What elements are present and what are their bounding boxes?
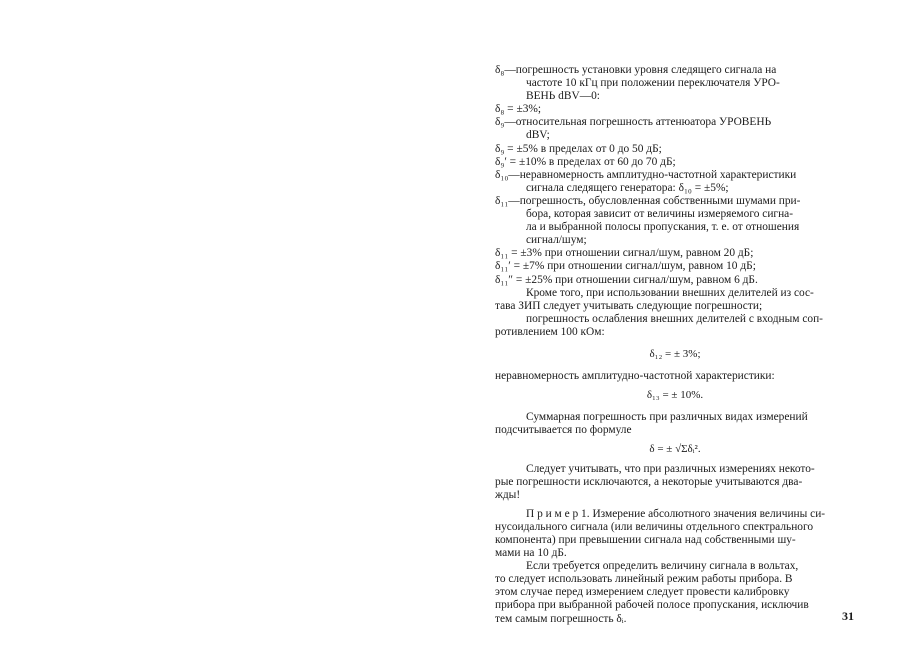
text-line: ВЕНЬ dBV—0: — [526, 90, 600, 103]
text-line: δ₁₁′ = ±7% при отношении сигнал/шум, равном 10 дБ; — [495, 260, 756, 273]
text-line: мами на 10 дБ. — [495, 547, 567, 560]
text-line: этом случае перед измерением следует провести калибровку — [495, 586, 790, 599]
text-line: компонента) при превышении сигнала над собственными шу- — [495, 534, 796, 546]
text-line: тава ЗИП следует учитывать следующие погрешности; — [495, 299, 763, 312]
text-line: бора, которая зависит от величины измеряемого сигна- — [526, 208, 794, 221]
text-line: δ₁₁″ = ±25% при отношении сигнал/шум, равном 6 дБ. — [495, 273, 758, 286]
text-line: нусоидального сигнала (или величины отдельного спектрального — [495, 520, 814, 533]
text-line: δ₁₀—неравномерность амплитудно-частотной характеристики — [495, 168, 797, 181]
text-line: рые погрешности исключаются, а некоторые учитываются два- — [495, 475, 803, 488]
text-line: ротивлением 100 кОм: — [495, 325, 605, 338]
text-line: тем самым погрешность δᵢ. — [495, 612, 627, 625]
text-line: сигнал/шум; — [526, 234, 587, 247]
equation: δ₁₂ = ± 3%; — [649, 347, 701, 360]
equation: δ = ± √Σδᵢ². — [649, 443, 701, 456]
text-line: Суммарная погрешность при различных видах измерений — [526, 411, 808, 424]
text-line: жды! — [495, 488, 521, 501]
text-line: то следует использовать линейный режим работы прибора. В — [495, 573, 793, 586]
text-line: Если требуется определить величину сигнала в вольтах, — [526, 560, 799, 573]
text-line: δ₈ = ±3%; — [495, 103, 542, 116]
text-line: δ₉—относительная погрешность аттенюатора УРОВЕНЬ — [495, 116, 772, 129]
equation: δ₁₃ = ± 10%. — [646, 389, 704, 402]
text-line: погрешность ослабления внешних делителей с входным соп- — [526, 312, 823, 325]
text-line: δ₁₁—погрешность, обусловленная собственными шумами при- — [495, 194, 801, 207]
text-line: подсчитывается по формуле — [495, 424, 632, 437]
text-line: δ₈—погрешность установки уровня следящего сигнала на — [495, 64, 777, 76]
text-line: прибора при выбранной рабочей полосе пропускания, исключив — [495, 599, 809, 612]
text-line: δ₉′ = ±10% в пределах от 60 до 70 дБ; — [495, 155, 676, 168]
text-line: dBV; — [526, 129, 550, 142]
text-line: Кроме того, при использовании внешних делителей из сос- — [526, 286, 814, 299]
text-line: сигнала следящего генератора: δ₁₀ = ±5%; — [526, 181, 729, 194]
text-line: частоте 10 кГц при положении переключателя УРО- — [526, 77, 780, 90]
text-line: δ₉ = ±5% в пределах от 0 до 50 дБ; — [495, 142, 662, 155]
page-number: 31 — [842, 609, 854, 623]
text-line: П р и м е р 1. Измерение абсолютного значения величины си- — [526, 507, 826, 520]
text-line: ла и выбранной полосы пропускания, т. е. от отношения — [526, 221, 800, 234]
text-line: δ₁₁ = ±3% при отношении сигнал/шум, равном 20 дБ; — [495, 247, 754, 260]
text-line: Следует учитывать, что при различных измерениях некото- — [526, 462, 815, 475]
document-page — [495, 64, 855, 626]
text-line: неравномерность амплитудно-частотной характеристики: — [495, 370, 775, 383]
